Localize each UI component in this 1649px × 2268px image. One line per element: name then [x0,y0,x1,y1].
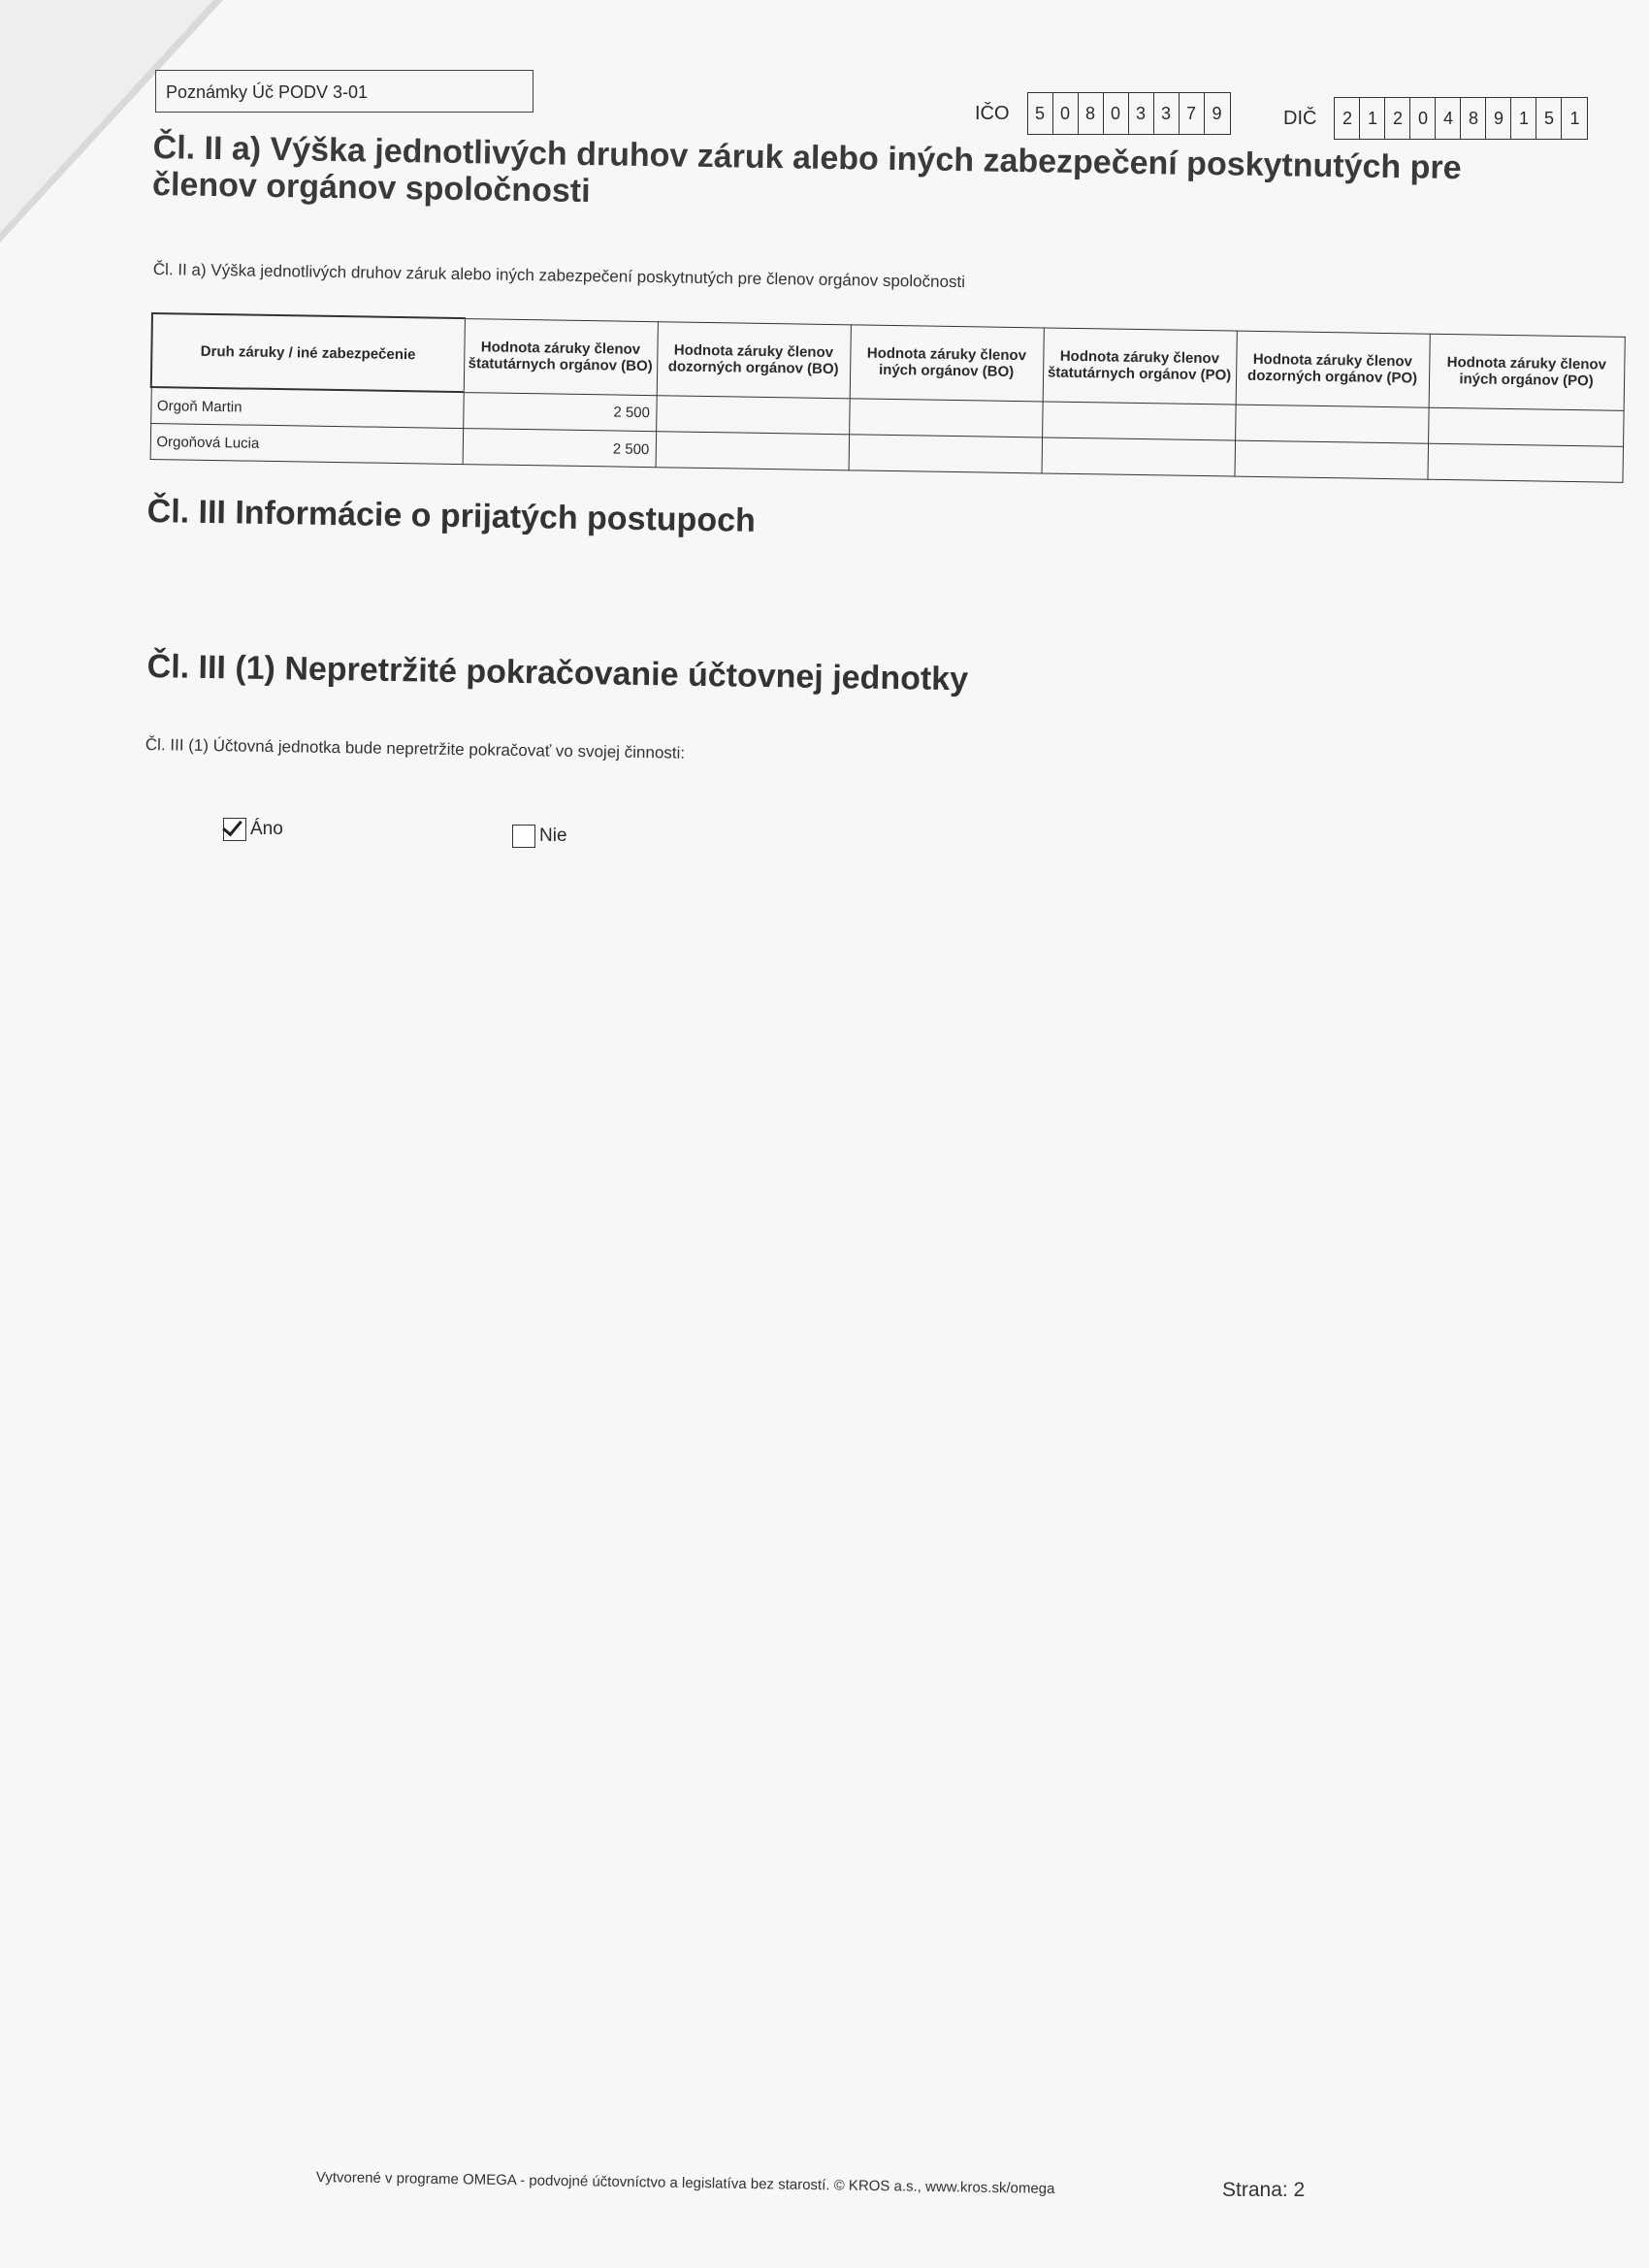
dic-digit: 0 [1410,98,1436,139]
checkmark-icon [222,816,242,837]
option-no-label: Nie [539,826,567,846]
checkbox-no[interactable] [512,825,535,848]
dic-digit: 5 [1536,98,1562,139]
table-cell [1428,407,1624,447]
footer-text: Vytvorené v programe OMEGA - podvojné účtovníctvo a legislatíva bez starostí. © KROS a.s., www.kros.sk/omega [315,2169,1055,2197]
ico-digit: 8 [1079,93,1104,134]
ico-digit: 5 [1028,93,1053,134]
ico-digit: 3 [1154,93,1180,134]
table-cell [656,432,850,470]
table-cell [849,398,1043,437]
column-header: Hodnota záruky členov dozorných orgánov (BO) [657,321,851,398]
table-cell [849,435,1043,473]
ico-digit: 0 [1104,93,1129,134]
column-header: Hodnota záruky členov iných orgánov (PO) [1429,334,1625,410]
dic-digit: 8 [1461,98,1486,139]
column-header: Druh záruky / iné zabezpečenie [151,313,465,392]
section-title-procedures: Čl. III Informácie o prijatých postupoch [146,493,757,539]
option-yes-label: Áno [250,819,283,839]
page-number: Strana: 2 [1222,2179,1306,2201]
column-header: Hodnota záruky členov dozorných orgánov (PO) [1236,331,1430,407]
ico-block [975,92,1231,135]
ico-digit: 3 [1129,93,1154,134]
ico-digit: 7 [1180,93,1205,134]
dic-digit: 1 [1569,109,1580,128]
ico-digits [1027,92,1231,135]
dic-digit: 1 [1360,98,1385,139]
table-cell [1235,405,1429,444]
ico-label: IČO [975,102,1010,124]
section-title-going-concern: Čl. III (1) Nepretržité pokračovanie účtovnej jednotky [146,648,969,698]
table-cell: 2 500 [463,392,657,432]
dic-block [1283,97,1588,140]
table-cell: 2 500 [463,429,657,468]
option-no[interactable] [512,825,567,848]
dic-digit: 4 [1436,98,1461,139]
option-yes[interactable] [223,818,283,841]
going-concern-question: Čl. III (1) Účtovná jednotka bude nepretržite pokračovať vo svojej činnosti: [145,735,686,762]
dic-label: DIČ [1283,107,1317,129]
dic-digit: 2 [1335,98,1360,139]
table-cell [1234,440,1428,479]
table-cell [656,395,850,435]
guarantees-table-wrapper [149,312,1624,483]
ico-digit: 0 [1053,93,1079,134]
form-label-box: Poznámky Úč PODV 3-01 [155,70,534,113]
page-title: Čl. II a) Výška jednotlivých druhov záruk alebo iných zabezpečení poskytnutých pre členov orgánov spoločnosti [151,129,1462,211]
dic-digit: 2 [1385,98,1410,139]
table-cell [1042,437,1236,476]
checkbox-yes[interactable] [223,818,246,841]
column-header: Hodnota záruky členov štatutárnych orgánov (BO) [464,318,658,395]
dic-digit: 1 [1511,98,1536,139]
dic-digit: 9 [1486,98,1511,139]
column-header: Hodnota záruky členov štatutárnych orgánov (PO) [1043,327,1237,404]
guarantees-table [149,312,1626,483]
column-header: Hodnota záruky členov iných orgánov (BO) [850,324,1044,401]
table-cell [1042,401,1236,440]
table-cell [1427,443,1623,482]
ico-digit: 9 [1212,104,1222,123]
table-cell: Orgoň Martin [150,387,464,429]
dic-digits [1334,97,1588,140]
table-caption: Čl. II a) Výška jednotlivých druhov záruk alebo iných zabezpečení poskytnutých pre členov orgánov spoločnosti [152,260,966,292]
table-cell: Orgoňová Lucia [150,424,464,465]
